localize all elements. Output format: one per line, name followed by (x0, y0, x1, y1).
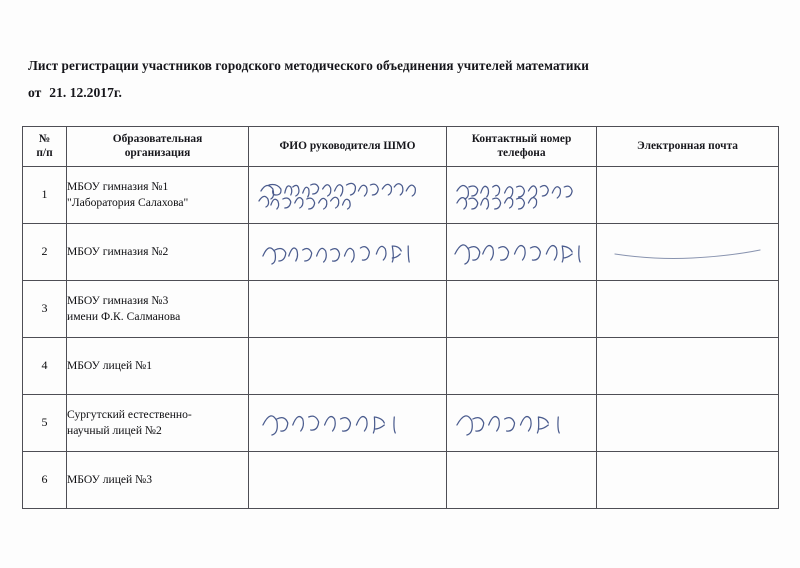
row-email-handwritten (597, 451, 779, 508)
row-email-handwritten (597, 337, 779, 394)
organization-line1: МБОУ гимназия №2 (67, 244, 169, 258)
row-fio-handwritten (249, 451, 447, 508)
row-email-handwritten (597, 223, 779, 280)
row-fio-handwritten (249, 223, 447, 280)
handwriting-phone-1 (447, 167, 596, 223)
row-number: 3 (23, 280, 67, 337)
row-phone-handwritten (447, 280, 597, 337)
organization-line1: МБОУ гимназия №3 (67, 293, 169, 307)
header-email: Электронная почта (597, 127, 779, 167)
header-organization-line1: Образовательная (112, 133, 203, 145)
table-row (23, 451, 779, 508)
header-phone-line2: телефона (497, 147, 546, 160)
row-fio-handwritten (249, 394, 447, 451)
row-phone-handwritten (447, 337, 597, 394)
row-email-handwritten (597, 394, 779, 451)
row-organization (67, 337, 249, 394)
organization-line2: научный лицей №2 (67, 423, 162, 437)
row-phone-handwritten (447, 166, 597, 223)
handwriting-fio-1 (249, 167, 446, 223)
header-organization (67, 127, 249, 167)
header-number-line2: п/п (36, 147, 53, 160)
table-header-row (23, 127, 779, 167)
table-row (23, 280, 779, 337)
table-row (23, 337, 779, 394)
date-label: от (28, 84, 42, 100)
handwriting-phone-2 (447, 224, 596, 280)
handwriting-email-2 (597, 224, 778, 280)
row-organization (67, 280, 249, 337)
organization-line2: имени Ф.К. Салманова (67, 309, 181, 323)
row-phone-handwritten (447, 223, 597, 280)
page-title: Лист регистрации участников городского методического объединения учителей математики (28, 58, 589, 73)
row-organization (67, 394, 249, 451)
row-phone-handwritten (447, 451, 597, 508)
table-row (23, 223, 779, 280)
organization-line1: МБОУ лицей №3 (67, 472, 153, 486)
table-row (23, 394, 779, 451)
row-fio-handwritten (249, 280, 447, 337)
organization-line2: "Лаборатория Салахова" (67, 195, 189, 209)
row-fio-handwritten (249, 166, 447, 223)
row-number: 1 (23, 166, 67, 223)
header-phone-line1: Контактный номер (471, 133, 572, 145)
date-value: 21. 12.2017г. (49, 84, 122, 100)
row-number: 5 (23, 394, 67, 451)
row-number: 2 (23, 223, 67, 280)
handwriting-fio-2 (249, 224, 446, 280)
row-organization (67, 451, 249, 508)
row-number: 6 (23, 451, 67, 508)
header-organization-line2: организация (124, 147, 191, 160)
document-date (28, 85, 768, 101)
header-phone (447, 127, 597, 167)
header-number (23, 127, 67, 167)
row-email-handwritten (597, 280, 779, 337)
organization-line1: МБОУ лицей №1 (67, 358, 153, 372)
organization-line1: Сургутский естественно- (67, 407, 192, 421)
row-phone-handwritten (447, 394, 597, 451)
row-organization (67, 166, 249, 223)
organization-line1: МБОУ гимназия №1 (67, 179, 169, 193)
header-number-line1: № (38, 133, 51, 145)
title-block (28, 58, 768, 101)
table-row (23, 166, 779, 223)
row-number: 4 (23, 337, 67, 394)
row-organization (67, 223, 249, 280)
handwriting-phone-5 (447, 395, 596, 451)
handwriting-fio-5 (249, 395, 446, 451)
header-fio: ФИО руководителя ШМО (249, 127, 447, 167)
row-email-handwritten (597, 166, 779, 223)
row-fio-handwritten (249, 337, 447, 394)
registration-table (22, 126, 779, 509)
